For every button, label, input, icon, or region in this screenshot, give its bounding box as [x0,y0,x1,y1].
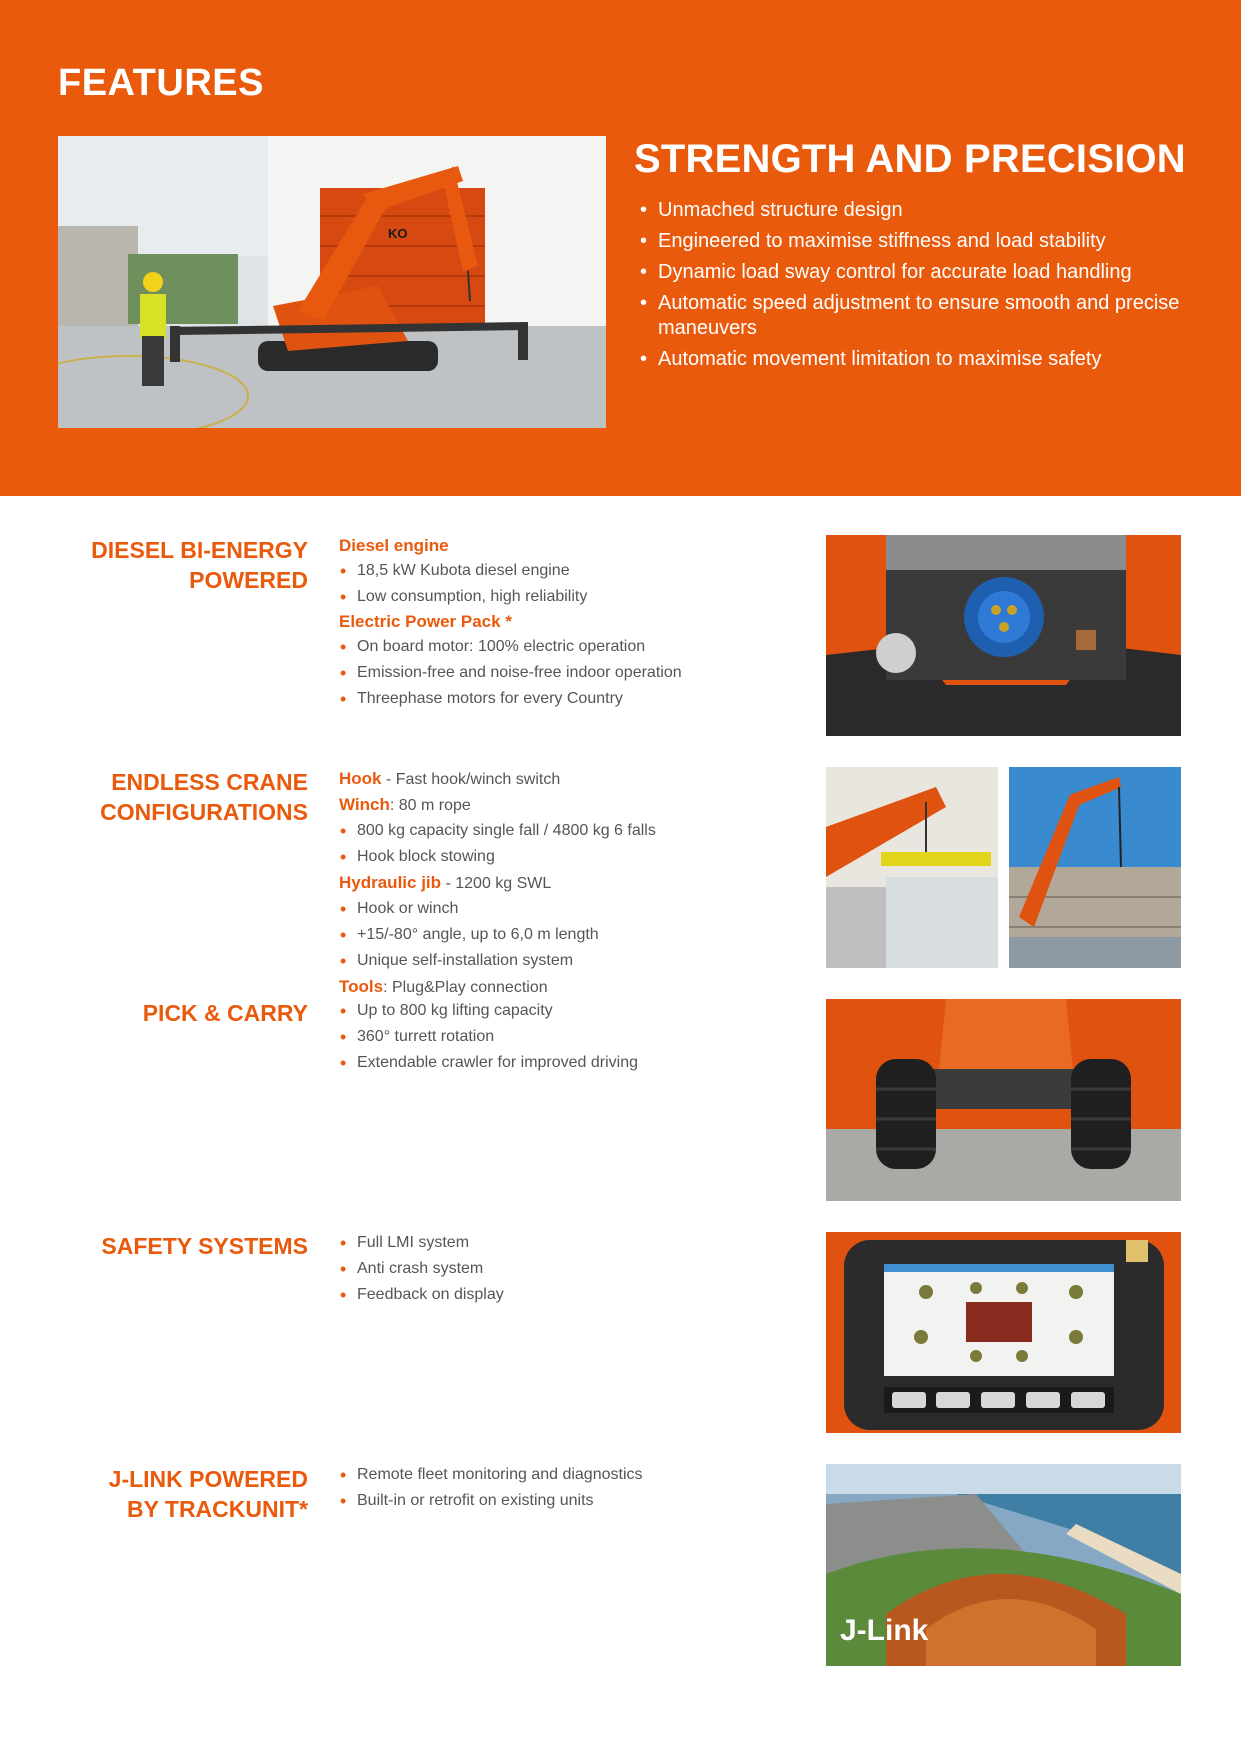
jib-list [339,896,739,974]
features-banner [0,0,1241,496]
list-item: • Dynamic load sway control for accurate load handling [640,260,1210,285]
tools-line: Tools: Plug&Play connection [339,977,548,996]
list-item: • Hook or winch [339,896,739,922]
list-item: • Full LMI system [339,1230,739,1256]
list-item: • On board motor: 100% electric operation [339,634,739,660]
list-item: • Up to 800 kg lifting capacity [339,998,739,1024]
heading-pick-carry: PICK & CARRY [142,1000,308,1026]
j-link-list [339,1462,739,1514]
winch-list [339,818,739,870]
tools-label: Tools [339,977,384,996]
j-link-aerial-photo [826,1464,1181,1666]
heading-endless-crane: ENDLESS CRANE CONFIGURATIONS [100,769,308,825]
winch-label: Winch [339,795,390,814]
hook-label: Hook [339,769,382,788]
electric-power-list [339,634,739,712]
diesel-details [339,534,739,712]
safety-details [339,1230,739,1308]
subheading-diesel-engine: Diesel engine [339,536,449,555]
crane-hook-indoor-photo [826,767,998,968]
list-item: • Engineered to maximise stiffness and load stability [640,229,1210,254]
pick-carry-list [339,998,739,1076]
heading-safety-systems: SAFETY SYSTEMS [101,1233,308,1259]
list-item: • Built-in or retrofit on existing units [339,1488,739,1514]
jib-line: Hydraulic jib - 1200 kg SWL [339,873,552,892]
control-display-photo [826,1232,1181,1433]
j-link-details [339,1462,739,1514]
winch-line: Winch: 80 m rope [339,795,471,814]
list-item: • Threephase motors for every Country [339,686,739,712]
list-item: • +15/-80° angle, up to 6,0 m length [339,922,739,948]
section-subtitle: STRENGTH AND PRECISION [634,137,1186,181]
jib-label: Hydraulic jib [339,873,442,892]
list-item: • Anti crash system [339,1256,739,1282]
j-link-logo-text: J-Link [840,1614,929,1647]
building-sign-text: KO [388,226,408,241]
list-item: • Extendable crawler for improved driving [339,1050,739,1076]
crane-outdoor-jib-photo [1009,767,1181,968]
list-item: • Unique self-installation system [339,948,739,974]
list-item: • 18,5 kW Kubota diesel engine [339,558,739,584]
crawler-wheels-photo [826,999,1181,1201]
list-item: • Low consumption, high reliability [339,584,739,610]
heading-diesel-bi-energy: DIESEL BI-ENERGY POWERED [91,537,308,593]
power-socket-photo [826,535,1181,736]
list-item: • Hook block stowing [339,844,739,870]
list-item: • Automatic speed adjustment to ensure smooth and precise maneuvers [640,291,1210,341]
list-item: • 800 kg capacity single fall / 4800 kg 6 falls [339,818,739,844]
page-title: FEATURES [58,62,264,104]
crane-hero-photo [58,136,606,428]
safety-list [339,1230,739,1308]
heading-j-link: J-LINK POWERED BY TRACKUNIT* [108,1466,308,1522]
hook-line: Hook - Fast hook/winch switch [339,769,561,788]
list-item: • Remote fleet monitoring and diagnostics [339,1462,739,1488]
hero-bullet-list [640,198,1210,378]
list-item: • Unmached structure design [640,198,1210,223]
pick-carry-details [339,998,739,1076]
diesel-engine-list [339,558,739,610]
list-item: • Automatic movement limitation to maximise safety [640,347,1210,372]
crane-details [339,766,739,1000]
list-item: • 360° turrett rotation [339,1024,739,1050]
list-item: • Emission-free and noise-free indoor operation [339,660,739,686]
subheading-electric-power-pack: Electric Power Pack * [339,612,512,631]
list-item: • Feedback on display [339,1282,739,1308]
